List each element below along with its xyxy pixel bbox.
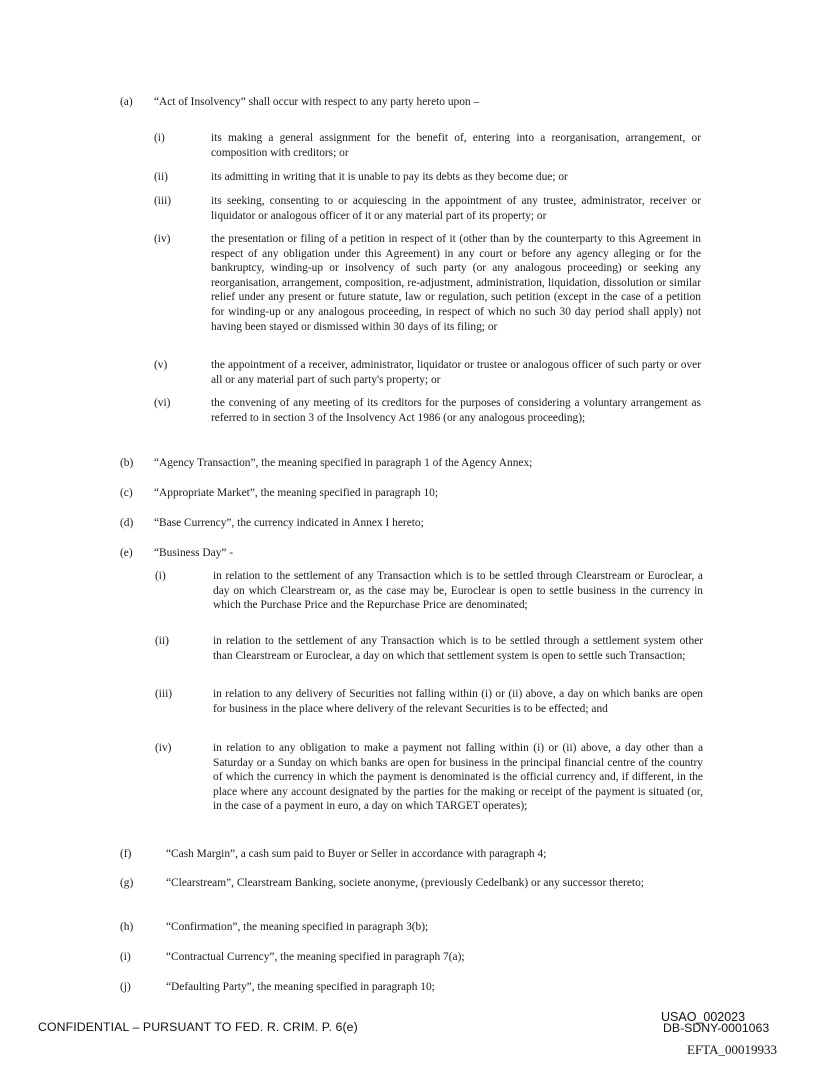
clause-c-label: (c) bbox=[120, 487, 133, 499]
clause-a-ii-text: its admitting in writing that it is unable to pay its debts as they become due; or bbox=[211, 171, 568, 183]
clause-a-label: (a) bbox=[120, 96, 133, 108]
clause-e-text: “Business Day” - bbox=[154, 547, 234, 559]
clause-f-label: (f) bbox=[120, 848, 132, 860]
clause-i-label: (i) bbox=[120, 951, 131, 963]
clause-a-iv-text: the presentation or filing of a petition in respect of it (other than by the counterparty to this Agreement in respect of any obligation under this Agreement) in any court or before any agency alleging or for the bankruptcy, winding-up or insolvency of such party (or any analogous proceeding) or seeking any reorganisation, arrangement, composition, re-adjustment, administration, liquidation, dissolution or similar relief under any present or future statute, law or regulation, such petition (except in the case of a petition for winding-up or any analogous proceeding, in respect of which no such 30 day period shall apply) not having been stayed or dismissed within 30 days of its filing; or bbox=[211, 233, 701, 333]
clause-j-label: (j) bbox=[120, 981, 131, 993]
clause-e-label: (e) bbox=[120, 547, 133, 559]
clause-a-v-text: the appointment of a receiver, administrator, liquidator or trustee or analogous officer of such party or over all or any material part of such party's property; or bbox=[211, 359, 701, 386]
clause-b-label: (b) bbox=[120, 457, 134, 469]
clause-e-iii-label: (iii) bbox=[155, 688, 173, 700]
clause-e-i-text: in relation to the settlement of any Transaction which is to be settled through Clearstream or Euroclear, a day on which Clearstream or, as the case may be, Euroclear is open to settle business in the currency in which the Purchase Price and the Repurchase Price are denominated; bbox=[213, 570, 703, 612]
clause-g-text: “Clearstream”, Clearstream Banking, societe anonyme, (previously Cedelbank) or any successor thereto; bbox=[166, 877, 644, 889]
bates-efta: EFTA_00019933 bbox=[687, 1042, 777, 1057]
clause-f-text: “Cash Margin”, a cash sum paid to Buyer or Seller in accordance with paragraph 4; bbox=[166, 848, 547, 860]
clause-e-ii-text: in relation to the settlement of any Transaction which is to be settled through a settlement system other than Clearstream or Euroclear, a day on which that settlement system is open to settle such Transaction; bbox=[213, 635, 703, 662]
clause-c-text: “Appropriate Market”, the meaning specified in paragraph 10; bbox=[154, 487, 439, 499]
clause-e-iv-label: (iv) bbox=[155, 742, 172, 754]
clause-a-iii-label: (iii) bbox=[154, 195, 172, 207]
clause-a-vi-label: (vi) bbox=[154, 397, 171, 409]
clause-a-iii-text: its seeking, consenting to or acquiescing in the appointment of any trustee, administrator, receiver or liquidator or analogous officer of it or any material part of its property; or bbox=[211, 195, 701, 222]
bates-sdny: DB-SDNY-0001063 bbox=[663, 1021, 770, 1035]
clause-d-label: (d) bbox=[120, 517, 134, 529]
clause-a-v-label: (v) bbox=[154, 359, 168, 371]
clause-e-i-label: (i) bbox=[155, 570, 166, 582]
confidential-notice: CONFIDENTIAL – PURSUANT TO FED. R. CRIM. P. 6(e) bbox=[38, 1020, 358, 1034]
clause-e-iii-text: in relation to any delivery of Securities not falling within (i) or (ii) above, a day on which banks are open for business in the place where delivery of the relevant Securities is to be effected; and bbox=[213, 688, 703, 715]
clause-h-text: “Confirmation”, the meaning specified in paragraph 3(b); bbox=[166, 921, 429, 933]
clause-a-text: “Act of Insolvency” shall occur with respect to any party hereto upon – bbox=[154, 96, 480, 108]
clause-e-iv-text: in relation to any obligation to make a payment not falling within (i) or (ii) above, a day other than a Saturday or a Sunday on which banks are open for business in the principal financial centre of the country of which the currency in which the payment is denominated is the official currency and, if different, in the place where any account designated by the parties for the making or receipt of the payment is situated (or, in the case of a payment in euro, a day on which TARGET operates); bbox=[213, 742, 703, 813]
clause-a-i-text: its making a general assignment for the benefit of, entering into a reorganisation, arrangement, or composition with creditors; or bbox=[211, 132, 701, 159]
clause-h-label: (h) bbox=[120, 921, 134, 933]
clause-d-text: “Base Currency”, the currency indicated in Annex I hereto; bbox=[154, 517, 424, 529]
bates-usao: USAO_002023 bbox=[661, 1010, 746, 1024]
clause-a-ii-label: (ii) bbox=[154, 171, 168, 183]
clause-i-text: “Contractual Currency”, the meaning specified in paragraph 7(a); bbox=[166, 951, 465, 963]
clause-a-vi-text: the convening of any meeting of its creditors for the purposes of considering a voluntary arrangement as referred to in section 3 of the Insolvency Act 1986 (or any analogous proceeding); bbox=[211, 397, 701, 424]
clause-e-ii-label: (ii) bbox=[155, 635, 169, 647]
clause-a-iv-label: (iv) bbox=[154, 233, 171, 245]
clause-b-text: “Agency Transaction”, the meaning specified in paragraph 1 of the Agency Annex; bbox=[154, 457, 533, 469]
clause-g-label: (g) bbox=[120, 877, 134, 889]
clause-j-text: “Defaulting Party”, the meaning specified in paragraph 10; bbox=[166, 981, 435, 993]
clause-a-i-label: (i) bbox=[154, 132, 165, 144]
